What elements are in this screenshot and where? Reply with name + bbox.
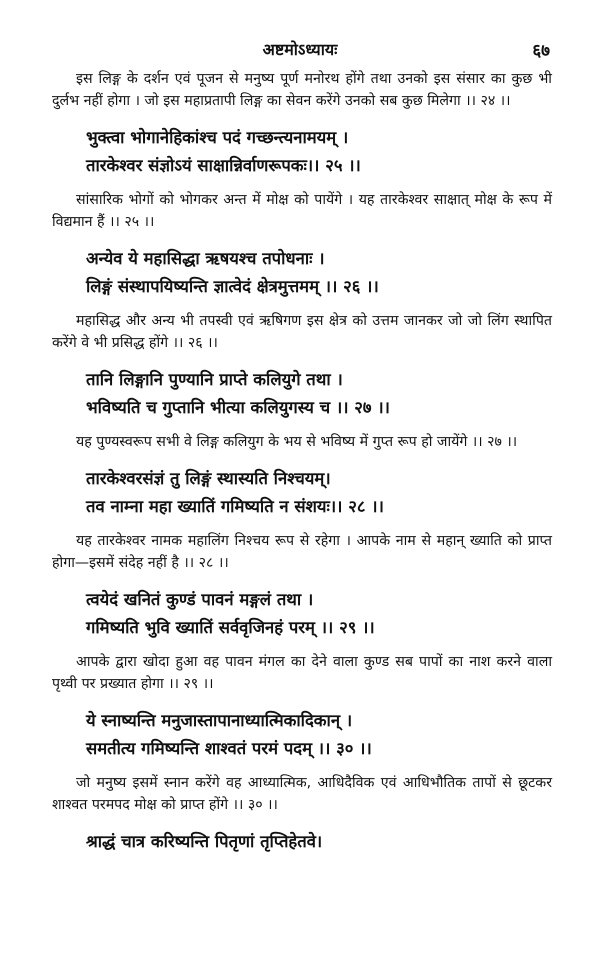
verse-block [52, 365, 552, 421]
verse-line: समतीत्य गमिष्यन्ति शाश्वतं परमं पदम् ।। ३० ।। [86, 738, 372, 758]
page-number: ६७ [532, 41, 550, 61]
verse-block [52, 706, 552, 762]
prose-paragraph: यह तारकेश्वर नामक महालिंग निश्चय रूप से रहेगा । आपके नाम से महान् ख्याति को प्राप्त होगा—इसमें संदेह नहीं है ।। २८ ।। [52, 533, 552, 571]
verse-line: तारकेश्वरसंज्ञं तु लिङ्गं स्थास्यति निश्चयम्। [86, 468, 331, 488]
prose-paragraph: इस लिङ्ग के दर्शन एवं पूजन से मनुष्य पूर्ण मनोरथ होंगे तथा उनको इस संसार का कुछ भी दुर्लभ नहीं होगा । जो इस महाप्रतापी लिङ्ग का सेवन करेंगे उनको सब कुछ मिलेगा ।। २४ ।। [52, 71, 552, 109]
prose-paragraph: यह पुण्यस्वरूप सभी वे लिङ्ग कलियुग के भय से भविष्य में गुप्त रूप हो जायेंगे ।। २७ ।। [76, 434, 518, 450]
verse-line: लिङ्गं संस्थापयिष्यन्ति ज्ञात्वेदं क्षेत्रमुत्तमम् ।। २६ ।। [86, 276, 379, 296]
verse-block [52, 464, 552, 520]
prose-paragraph: महासिद्ध और अन्य भी तपस्वी एवं ऋषिगण इस क्षेत्र को उत्तम जानकर जो जो लिंग स्थापित करेंगे वे भी प्रसिद्ध होंगे ।। २६ ।। [52, 313, 552, 351]
page-content [52, 68, 552, 865]
verse-line: तव नाम्ना महा ख्यातिं गमिष्यति न संशयः।। २८ ।। [86, 496, 384, 516]
verse-line: त्वयेदं खनितं कुण्डं पावनं मङ्गलं तथा । [86, 589, 314, 609]
prose-paragraph: आपके द्वारा खोदा हुआ वह पावन मंगल का देने वाला कुण्ड सब पापों का नाश करने वाला पृथ्वी पर प्रख्यात होगा ।। २९ ।। [52, 654, 552, 692]
chapter-title: अष्टमोऽध्यायः [262, 40, 338, 59]
verse-line: तानि लिङ्गानि पुण्यानि प्राप्ते कलियुगे तथा । [86, 369, 343, 389]
verse-line: भुक्त्वा भोगानेहिकांश्च पदं गच्छन्त्यनामयम् । [86, 127, 349, 147]
prose-paragraph: जो मनुष्य इसमें स्नान करेंगे वह आध्यात्मिक, आधिदैविक एवं आधिभौतिक तापों से छूटकर शाश्वत परमपद मोक्ष को प्राप्त होंगे ।। ३० ।। [52, 775, 552, 813]
verse-line: श्राद्धं चात्र करिष्यन्ति पितृणां तृप्तिहेतवे। [86, 831, 323, 851]
verse-line: भविष्यति च गुप्तानि भीत्या कलियुगस्य च ।। २७ ।। [86, 397, 390, 417]
prose-paragraph: सांसारिक भोगों को भोगकर अन्त में मोक्ष को पायेंगे । यह तारकेश्वर साक्षात् मोक्ष के रूप में विद्यमान हैं ।। २५ ।। [52, 192, 552, 230]
verse-block [52, 585, 552, 641]
page-header [0, 38, 600, 62]
verse-line: गमिष्यति भुवि ख्यातिं सर्ववृजिनहं परम् ।। २९ ।। [86, 617, 375, 637]
verse-line: ये स्नाष्यन्ति मनुजास्तापानाध्यात्मिकादिकान् । [86, 710, 353, 730]
verse-line: अन्येव ये महासिद्धा ऋषयश्च तपोधनाः । [86, 248, 325, 268]
verse-block [52, 827, 552, 855]
verse-block [52, 123, 552, 179]
verse-block [52, 244, 552, 300]
verse-line: तारकेश्वर संज्ञोऽयं साक्षान्निर्वाणरूपकः।। २५ ।। [86, 155, 361, 175]
